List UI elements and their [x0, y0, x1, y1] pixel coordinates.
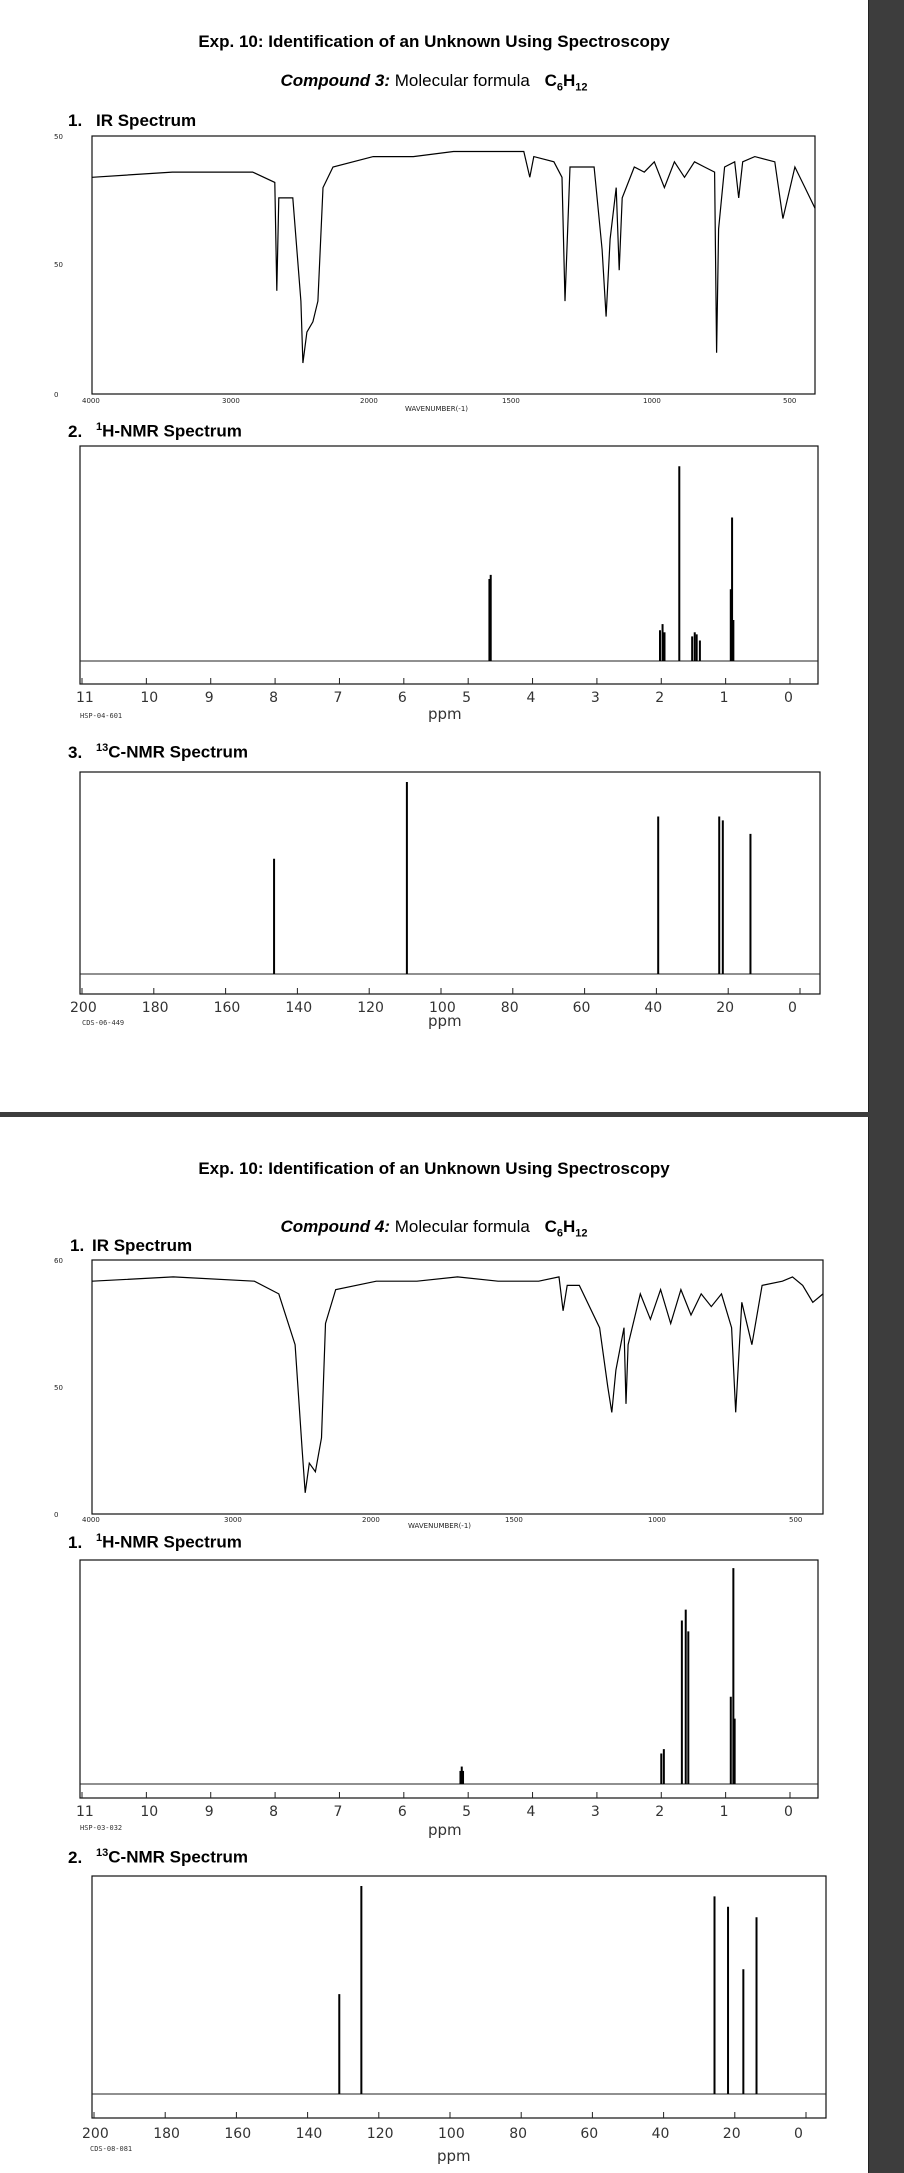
formula-label: Molecular formula — [394, 71, 530, 90]
chart-frame — [92, 1876, 826, 2118]
x-tick-label: 1500 — [502, 397, 520, 405]
x-tick-label: 11 — [76, 690, 94, 706]
hnmr-number: 2. — [68, 421, 83, 441]
x-tick-label: 3 — [590, 690, 600, 706]
x-tick-label: 180 — [141, 1000, 169, 1016]
x-tick-label: 5 — [462, 1804, 472, 1820]
y-mid-label: 50 — [54, 1384, 63, 1392]
page-compound-4 — [0, 1117, 869, 2173]
formula-c-count: 6 — [556, 1227, 563, 1240]
x-tick-label: 8 — [269, 690, 279, 706]
x-tick-label: 5 — [462, 690, 472, 706]
chart-frame — [92, 1260, 823, 1514]
cnmr-heading — [68, 742, 248, 763]
chart-frame — [80, 1560, 818, 1798]
x-tick-label: 500 — [789, 1516, 803, 1524]
x-ticks — [76, 678, 793, 706]
ir-trace — [92, 152, 815, 364]
x-tick-label: 6 — [397, 1804, 407, 1820]
x-axis-title: WAVENUMBER(-1) — [408, 1522, 472, 1530]
y-top-label: 50 — [54, 133, 63, 141]
x-tick-label: 10 — [140, 690, 159, 706]
x-tick-label: 2000 — [362, 1516, 380, 1524]
x-tick-label: 20 — [722, 2126, 741, 2142]
x-tick-label: 4000 — [82, 397, 100, 405]
x-tick-label: 1000 — [643, 397, 661, 405]
ir-trace — [92, 1277, 823, 1493]
spectrum-code: CDS-08-081 — [90, 2145, 133, 2153]
x-tick-label: 0 — [784, 1804, 793, 1820]
x-axis-unit: ppm — [428, 705, 462, 723]
hnmr-title: H-NMR Spectrum — [102, 1532, 242, 1552]
x-tick-label: 2 — [655, 1804, 665, 1820]
compound-name: Compound 4: — [280, 1217, 391, 1236]
x-tick-label: 1 — [719, 690, 729, 706]
cnmr-number: 3. — [68, 742, 83, 762]
x-tick-label: 100 — [429, 1000, 456, 1016]
x-tick-label: 2 — [655, 690, 665, 706]
hnmr-superscript: 1 — [96, 421, 103, 433]
x-tick-label: 1000 — [648, 1516, 666, 1524]
formula-h-count: 12 — [575, 81, 588, 94]
page-compound-3 — [0, 0, 869, 1112]
h-nmr-spectrum-chart — [0, 1560, 868, 1840]
y-mid-label: 50 — [54, 261, 63, 269]
ir-number: 1. — [68, 111, 83, 130]
cnmr-title: C-NMR Spectrum — [108, 1847, 249, 1867]
x-tick-label: 0 — [784, 690, 793, 706]
y-top-label: 60 — [54, 1257, 63, 1265]
formula-c: C — [544, 71, 557, 90]
x-tick-label: 80 — [509, 2126, 528, 2142]
formula-h: H — [563, 71, 576, 90]
cnmr-superscript: 13 — [96, 1847, 109, 1859]
x-tick-label: 180 — [153, 2126, 180, 2142]
ir-title: IR Spectrum — [96, 111, 197, 130]
x-tick-label: 8 — [269, 1804, 279, 1820]
page-title: Exp. 10: Identification of an Unknown Using Spectroscopy — [198, 32, 670, 51]
cnmr-number: 2. — [68, 1847, 83, 1867]
x-tick-label: 4000 — [82, 1516, 100, 1524]
y-bottom-label: 0 — [54, 1511, 59, 1519]
formula-label: Molecular formula — [394, 1217, 530, 1236]
x-tick-label: 20 — [716, 1000, 735, 1016]
formula-h: H — [563, 1217, 576, 1236]
hnmr-number: 1. — [68, 1532, 83, 1552]
x-tick-label: 1500 — [505, 1516, 523, 1524]
chart-frame — [80, 446, 818, 684]
x-axis-title: WAVENUMBER(-1) — [405, 405, 469, 413]
x-tick-label: 2000 — [360, 397, 378, 405]
x-axis-unit: ppm — [428, 1821, 462, 1839]
cnmr-title: C-NMR Spectrum — [108, 742, 249, 762]
ir-heading — [70, 1236, 192, 1256]
x-tick-label: 4 — [526, 690, 536, 706]
ir-spectrum-chart — [0, 130, 868, 413]
x-tick-label: 80 — [500, 1000, 519, 1016]
x-tick-label: 3 — [590, 1804, 600, 1820]
x-tick-label: 1 — [719, 1804, 729, 1820]
chart-frame — [80, 772, 820, 994]
x-tick-label: 140 — [295, 2126, 323, 2142]
x-tick-label: 10 — [140, 1804, 159, 1820]
x-tick-label: 3000 — [224, 1516, 242, 1524]
x-tick-label: 6 — [397, 690, 407, 706]
x-tick-label: 60 — [580, 2126, 599, 2142]
c-nmr-spectrum-chart — [0, 772, 868, 1032]
cnmr-heading — [68, 1847, 248, 1868]
x-tick-label: 160 — [213, 1000, 241, 1016]
x-tick-label: 7 — [333, 1804, 343, 1820]
ir-heading — [68, 111, 196, 131]
hnmr-heading — [68, 1532, 242, 1553]
molecular-formula — [544, 71, 588, 94]
x-tick-label: 120 — [366, 2126, 394, 2142]
x-axis-unit: ppm — [437, 2147, 471, 2165]
x-tick-label: 200 — [82, 2126, 109, 2142]
x-tick-label: 3000 — [222, 397, 240, 405]
x-ticks — [76, 1792, 793, 1820]
chart-frame — [92, 136, 815, 394]
hnmr-heading — [68, 421, 242, 442]
spectrum-code: CDS-06-449 — [82, 1019, 125, 1027]
x-tick-label: 40 — [644, 1000, 663, 1016]
formula-c-count: 6 — [556, 81, 563, 94]
hnmr-title: H-NMR Spectrum — [102, 421, 242, 441]
page-title: Exp. 10: Identification of an Unknown Using Spectroscopy — [198, 1159, 670, 1178]
x-tick-label: 0 — [788, 1000, 797, 1016]
cnmr-superscript: 13 — [96, 742, 109, 754]
compound-name: Compound 3: — [280, 71, 391, 90]
x-tick-label: 120 — [357, 1000, 384, 1016]
compound-line — [0, 71, 868, 93]
x-tick-label: 200 — [70, 1000, 97, 1016]
x-tick-label: 160 — [224, 2126, 252, 2142]
x-tick-label: 140 — [285, 1000, 313, 1016]
c-nmr-spectrum-chart — [0, 1876, 868, 2166]
x-ticks — [82, 2112, 806, 2142]
hnmr-superscript: 1 — [96, 1532, 103, 1544]
spectrum-code: HSP-04-601 — [80, 712, 123, 720]
x-axis-unit: ppm — [428, 1012, 462, 1030]
x-tick-label: 100 — [438, 2126, 465, 2142]
x-tick-label: 9 — [204, 690, 214, 706]
x-tick-label: 7 — [333, 690, 343, 706]
x-tick-label: 9 — [204, 1804, 214, 1820]
x-tick-label: 4 — [526, 1804, 536, 1820]
y-bottom-label: 0 — [54, 391, 59, 399]
x-tick-label: 500 — [783, 397, 797, 405]
formula-c: C — [544, 1217, 557, 1236]
ir-title: IR Spectrum — [92, 1236, 193, 1255]
x-tick-label: 40 — [651, 2126, 670, 2142]
formula-h-count: 12 — [575, 1227, 588, 1240]
molecular-formula — [544, 1217, 588, 1240]
x-tick-label: 0 — [794, 2126, 803, 2142]
ir-number: 1. — [70, 1236, 85, 1255]
x-tick-label: 11 — [76, 1804, 94, 1820]
ir-spectrum-chart — [0, 1257, 868, 1530]
spectrum-code: HSP-03-032 — [80, 1824, 123, 1832]
h-nmr-spectrum-chart — [0, 446, 868, 726]
x-tick-label: 60 — [572, 1000, 591, 1016]
